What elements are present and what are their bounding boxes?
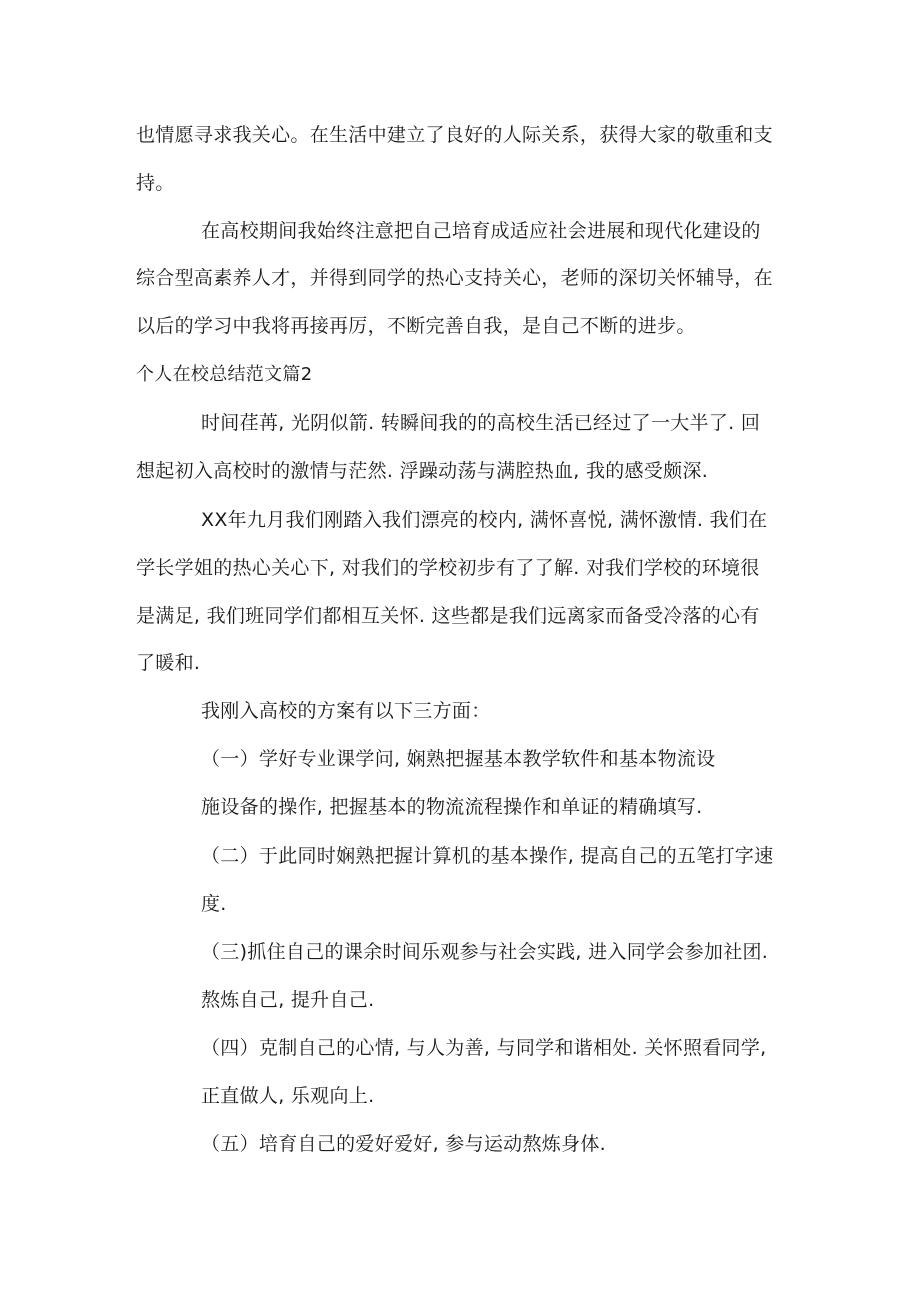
paragraph-line: 持。 (136, 172, 175, 194)
list-item-continuation: 正直做人, 乐观向上. (201, 1085, 375, 1107)
paragraph-line: 学长学姐的热心关心下, 对我们的学校初步有了了解. 对我们学校的环境很 (136, 557, 760, 579)
list-item: （二）于此同时娴熟把握计算机的基本操作, 提高自己的五笔打字速 (201, 845, 774, 867)
paragraph-line: 也情愿寻求我关心。在生活中建立了良好的人际关系，获得大家的敬重和支 (136, 124, 773, 146)
paragraph-line: 想起初入高校时的激情与茫然. 浮躁动荡与满腔热血, 我的感受颇深. (136, 460, 709, 482)
list-item: （五）培育自己的爱好爱好, 参与运动熬炼身体. (201, 1133, 607, 1155)
list-item-continuation: 熬炼自己, 提升自己. (201, 989, 375, 1011)
paragraph-line: 在高校期间我始终注意把自己培育成适应社会进展和现代化建设的 (201, 220, 761, 242)
list-item: （三)抓住自己的课余时间乐观参与社会实践, 进入同学会参加社团. (201, 941, 769, 963)
paragraph-line: 时间荏苒, 光阴似箭. 转瞬间我的的高校生活已经过了一大半了. 回 (201, 412, 761, 434)
paragraph-line: 是满足, 我们班同学们都相互关怀. 这些都是我们远离家而备受冷落的心有 (136, 605, 760, 627)
paragraph-line: 我刚入高校的方案有以下三方面： (201, 700, 491, 722)
list-item-continuation: 施设备的操作, 把握基本的物流流程操作和单证的精确填写. (201, 796, 703, 818)
list-item: （一）学好专业课学问, 娴熟把握基本教学软件和基本物流设 (201, 748, 716, 770)
paragraph-line: XX年九月我们刚踏入我们漂亮的校内, 满怀喜悦, 满怀激情. 我们在 (201, 509, 768, 531)
paragraph-line: 了暖和. (136, 652, 201, 674)
paragraph-line: 以后的学习中我将再接再厉，不断完善自我，是自己不断的进步。 (136, 315, 696, 337)
section-heading: 个人在校总结范文篇2 (136, 364, 313, 385)
list-item: （四）克制自己的心情, 与人为善, 与同学和谐相处. 关怀照看同学, (201, 1037, 767, 1059)
list-item-continuation: 度. (201, 893, 227, 915)
paragraph-line: 综合型高素养人才，并得到同学的热心支持关心，老师的深切关怀辅导，在 (136, 267, 773, 289)
